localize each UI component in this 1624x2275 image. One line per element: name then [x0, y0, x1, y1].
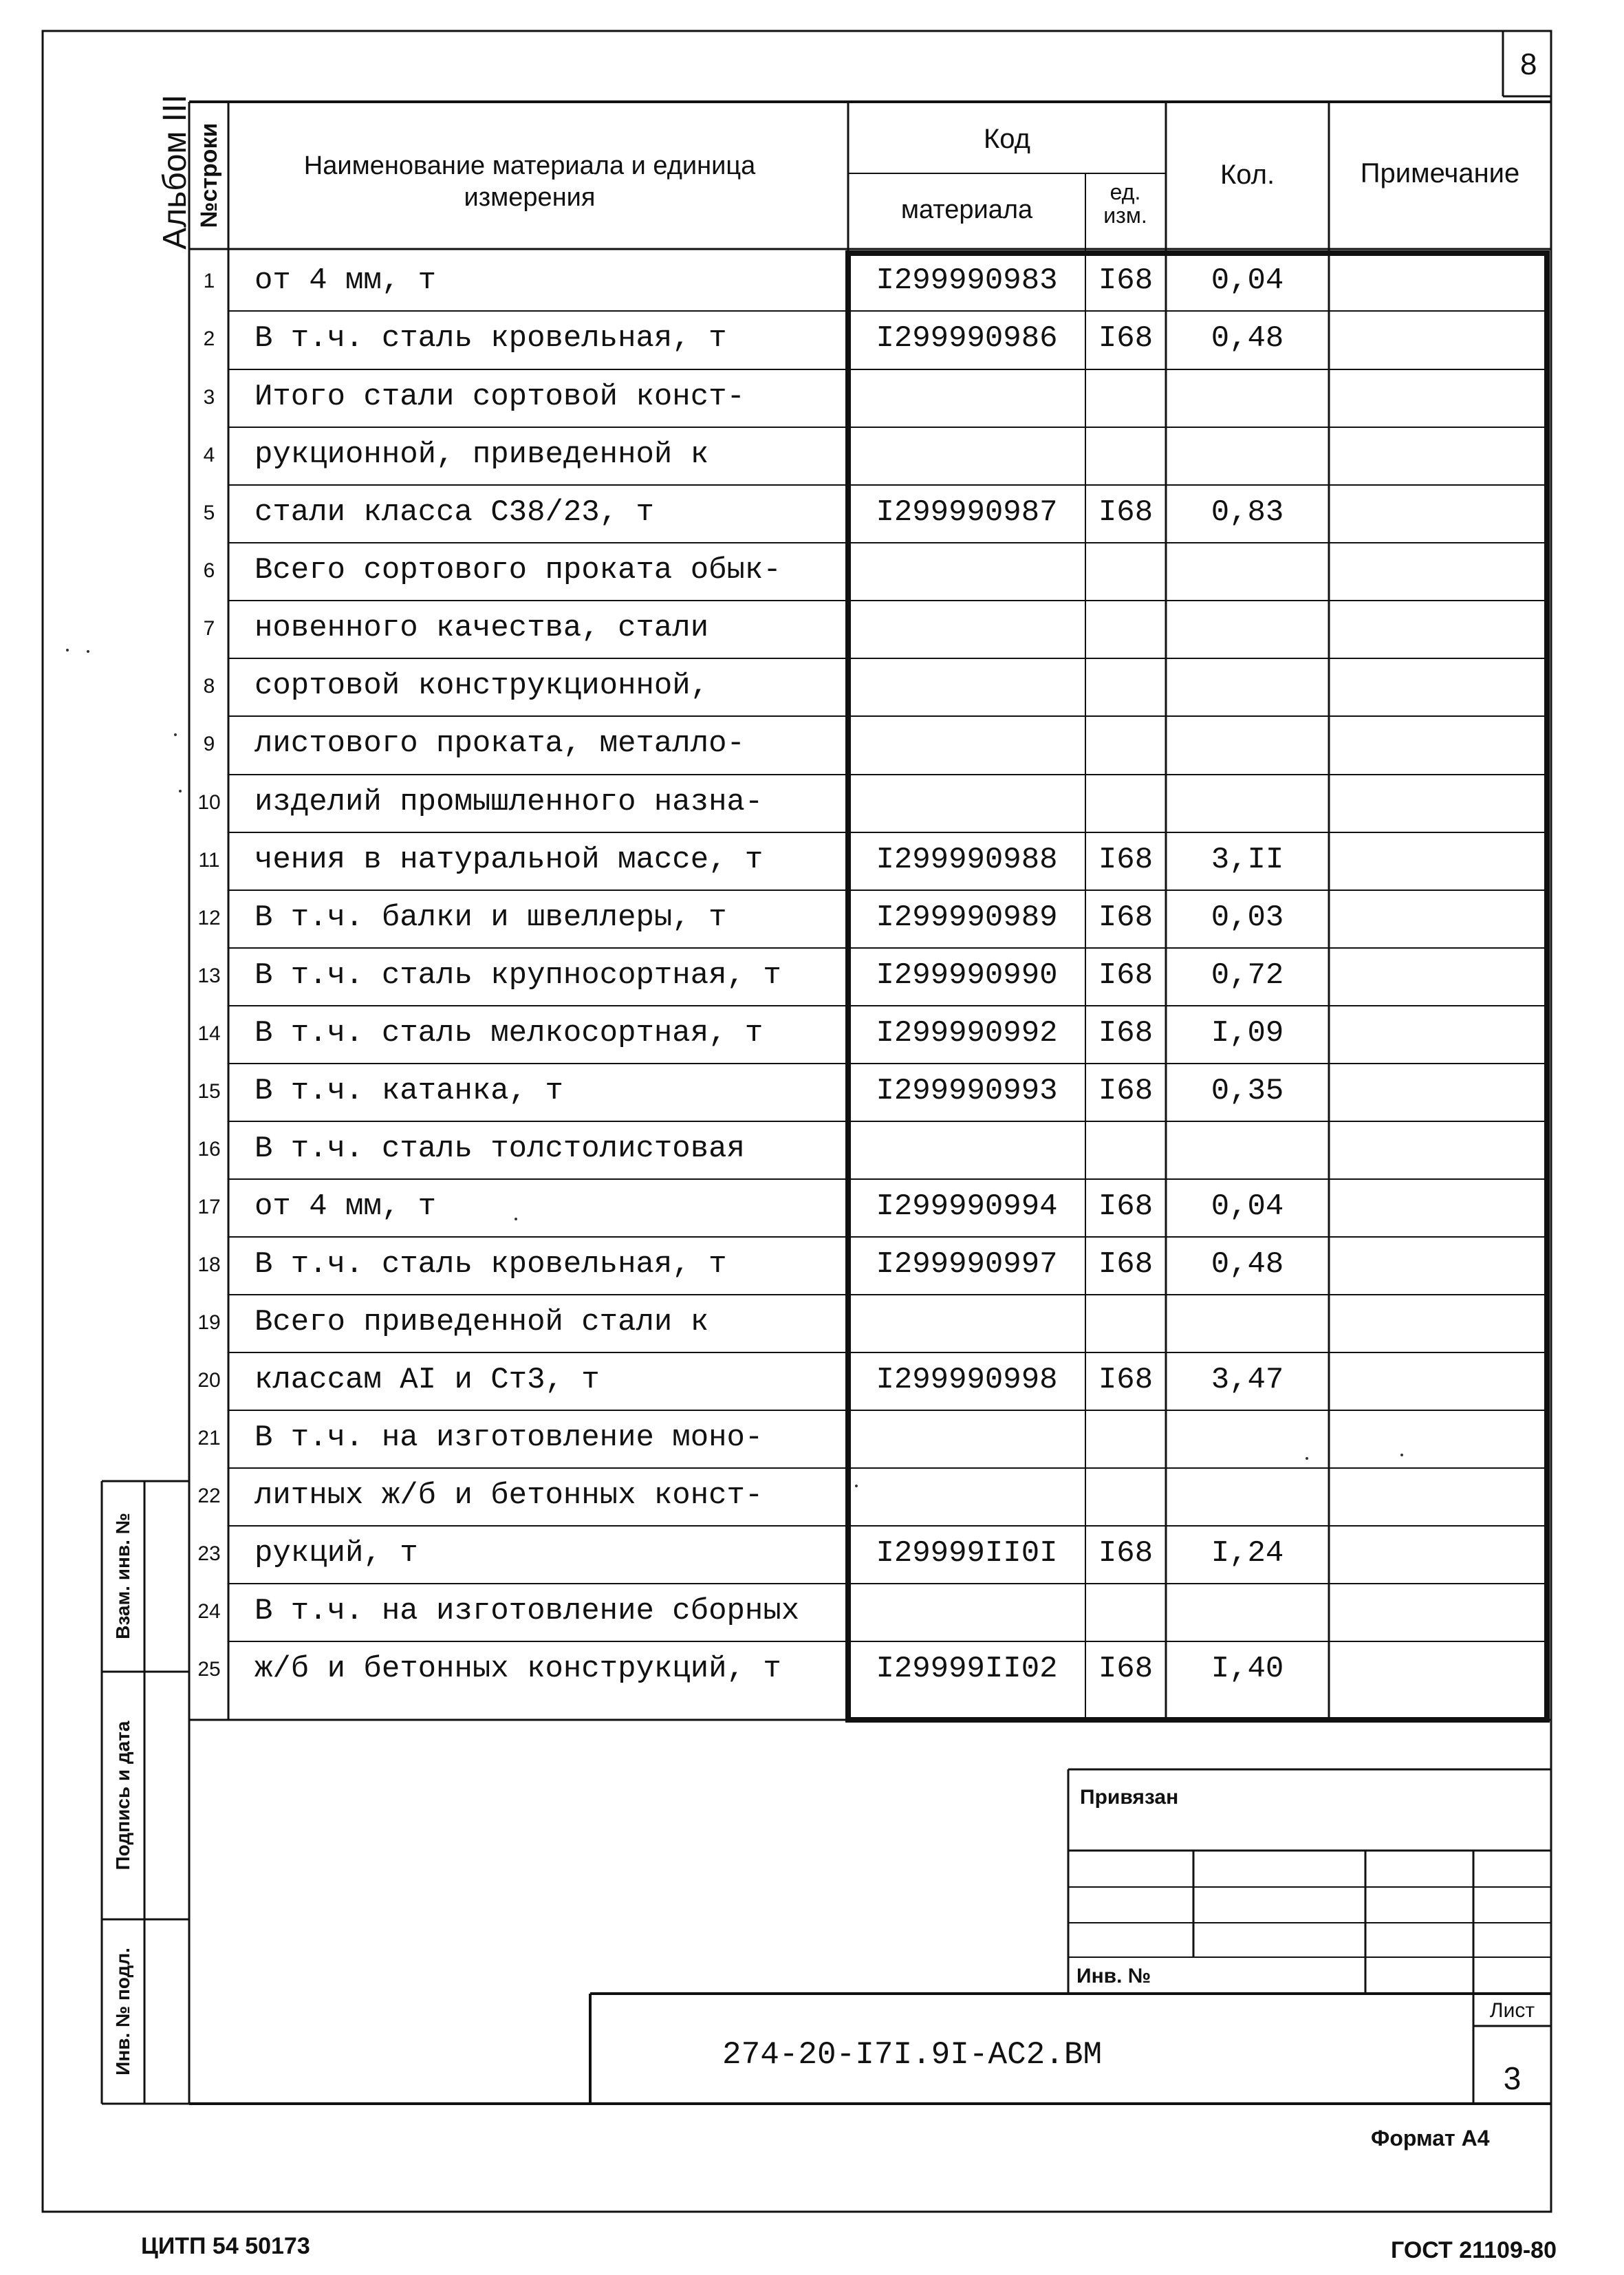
material-name-cell: Всего приведенной стали к	[255, 1304, 709, 1339]
material-name-cell: новенного качества, стали	[255, 610, 709, 645]
row-number-cell: 12	[197, 906, 221, 929]
material-name-cell: В т.ч. сталь толстолистовая	[255, 1131, 745, 1166]
unit-code-cell: I68	[1098, 842, 1154, 877]
row-number-cell: 6	[203, 559, 215, 582]
quantity-cell: 0,48	[1211, 1247, 1284, 1282]
material-name-cell: В т.ч. на изготовление моно-	[255, 1420, 764, 1455]
unit-code-cell: I68	[1098, 263, 1154, 298]
material-name-cell: В т.ч. катанка, т	[255, 1073, 563, 1108]
header-material-name: Наименование материала и единица измерения	[303, 151, 756, 212]
material-code-cell: I299990994	[876, 1189, 1058, 1224]
material-name-cell: рукций, т	[255, 1535, 418, 1571]
material-code-cell: I299990983	[876, 263, 1058, 298]
privyazan-label: Привязан	[1080, 1786, 1179, 1809]
material-name-cell: Всего сортового проката обык-	[255, 552, 781, 587]
material-code-cell: I299990998	[876, 1362, 1058, 1397]
sheet-number: 3	[1503, 2060, 1522, 2096]
material-name-cell: В т.ч. сталь кровельная, т	[255, 321, 727, 356]
material-code-cell: I29999II0I	[876, 1535, 1058, 1571]
unit-code-cell: I68	[1098, 1247, 1154, 1282]
material-name-cell: от 4 мм, т	[255, 263, 437, 298]
material-code-cell: I29999II02	[876, 1651, 1058, 1686]
material-code-cell: I299990997	[876, 1247, 1058, 1282]
header-code: Код	[983, 124, 1030, 154]
unit-code-cell: I68	[1098, 900, 1154, 935]
row-number-cell: 8	[203, 674, 215, 698]
unit-code-cell: I68	[1098, 958, 1154, 993]
inv-number-label: Инв. №	[1076, 1965, 1151, 1987]
quantity-cell: I,40	[1211, 1651, 1284, 1686]
material-code-cell: I299990988	[876, 842, 1058, 877]
unit-code-cell: I68	[1098, 1073, 1154, 1108]
material-code-cell: I299990987	[876, 495, 1058, 530]
material-name-cell: изделий промышленного назна-	[255, 784, 764, 819]
quantity-cell: I,24	[1211, 1535, 1284, 1571]
material-name-cell: Итого стали сортовой конст-	[255, 379, 745, 414]
row-number-cell: 17	[197, 1195, 221, 1218]
quantity-cell: 0,35	[1211, 1073, 1284, 1108]
material-code-cell: I299990990	[876, 958, 1058, 993]
row-number-cell: 1	[203, 269, 215, 292]
unit-code-cell: I68	[1098, 1189, 1154, 1224]
unit-code-cell: I68	[1098, 1535, 1154, 1571]
header-quantity: Кол.	[1220, 160, 1275, 190]
quantity-cell: 3,47	[1211, 1362, 1284, 1397]
format-label: Формат А4	[1371, 2126, 1490, 2150]
material-code-cell: I299990989	[876, 900, 1058, 935]
unit-code-cell: I68	[1098, 1015, 1154, 1050]
row-number-cell: 7	[203, 616, 215, 640]
quantity-cell: 0,03	[1211, 900, 1284, 935]
row-number-cell: 15	[197, 1079, 221, 1103]
material-name-cell: рукционной, приведенной к	[255, 437, 709, 472]
row-number-cell: 18	[197, 1253, 221, 1276]
stamp-inv-podl: Инв. № подл.	[112, 1948, 133, 2075]
row-number-cell: 24	[197, 1599, 221, 1623]
row-number-cell: 14	[197, 1022, 221, 1045]
row-number-cell: 16	[197, 1137, 221, 1161]
row-number-cell: 10	[197, 790, 221, 814]
material-name-cell: В т.ч. сталь крупносортная, т	[255, 958, 781, 993]
unit-code-cell: I68	[1098, 1362, 1154, 1397]
row-number-cell: 3	[203, 385, 215, 409]
header-code-material: материала	[900, 195, 1033, 224]
row-number-cell: 19	[197, 1311, 221, 1334]
row-number-cell: 2	[203, 327, 215, 350]
material-name-cell: сортовой конструкционной,	[255, 668, 709, 703]
row-number-cell: 5	[203, 501, 215, 524]
material-name-cell: стали класса С38/23, т	[255, 495, 654, 530]
row-number-cell: 11	[198, 848, 220, 872]
row-number-cell: 13	[197, 964, 221, 987]
material-name-cell: В т.ч. сталь кровельная, т	[255, 1247, 727, 1282]
row-number-cell: 22	[197, 1484, 221, 1507]
material-code-cell: I299990992	[876, 1015, 1058, 1050]
quantity-cell: I,09	[1211, 1015, 1284, 1050]
document-code: 274-20-I7I.9I-АС2.ВМ	[722, 2037, 1103, 2073]
stamp-vzam-inv: Взам. инв. №	[112, 1513, 133, 1639]
material-code-cell: I299990993	[876, 1073, 1058, 1108]
quantity-cell: 3,II	[1211, 842, 1284, 877]
sheet-label: Лист	[1489, 1999, 1535, 2022]
unit-code-cell: I68	[1098, 321, 1154, 356]
material-name-cell: ж/б и бетонных конструкций, т	[255, 1651, 781, 1686]
row-number-cell: 21	[197, 1426, 221, 1449]
unit-code-cell: I68	[1098, 495, 1154, 530]
material-code-cell: I299990986	[876, 321, 1058, 356]
material-name-cell: В т.ч. балки и швеллеры, т	[255, 900, 727, 935]
page-number: 8	[1520, 47, 1537, 81]
row-number-cell: 25	[197, 1657, 221, 1681]
row-number-cell: 9	[203, 733, 215, 755]
material-name-cell: литных ж/б и бетонных конст-	[255, 1478, 764, 1513]
material-name-cell: листового проката, металло-	[255, 726, 745, 762]
row-number-cell: 4	[203, 443, 215, 466]
header-row-number: №строки	[196, 122, 222, 228]
row-number-cell: 23	[197, 1542, 221, 1565]
quantity-cell: 0,48	[1211, 321, 1284, 356]
quantity-cell: 0,04	[1211, 263, 1284, 298]
material-name-cell: В т.ч. сталь мелкосортная, т	[255, 1015, 764, 1050]
material-name-cell: чения в натуральной массе, т	[255, 842, 764, 877]
stamp-signature-date: Подпись и дата	[112, 1721, 133, 1870]
publisher-code: ЦИТП 54 50173	[141, 2233, 310, 2259]
quantity-cell: 0,72	[1211, 958, 1284, 993]
album-label: Альбом III	[157, 94, 193, 250]
quantity-cell: 0,83	[1211, 495, 1284, 530]
header-note: Примечание	[1360, 158, 1520, 188]
quantity-cell: 0,04	[1211, 1189, 1284, 1224]
material-name-cell: В т.ч. на изготовление сборных	[255, 1593, 800, 1628]
material-name-cell: классам АI и Ст3, т	[255, 1362, 600, 1397]
row-number-cell: 20	[197, 1368, 221, 1392]
material-name-cell: от 4 мм, т	[255, 1189, 437, 1224]
gost-standard: ГОСТ 21109-80	[1391, 2237, 1557, 2263]
header-code-unit: ед. изм.	[1103, 180, 1147, 228]
unit-code-cell: I68	[1098, 1651, 1154, 1686]
